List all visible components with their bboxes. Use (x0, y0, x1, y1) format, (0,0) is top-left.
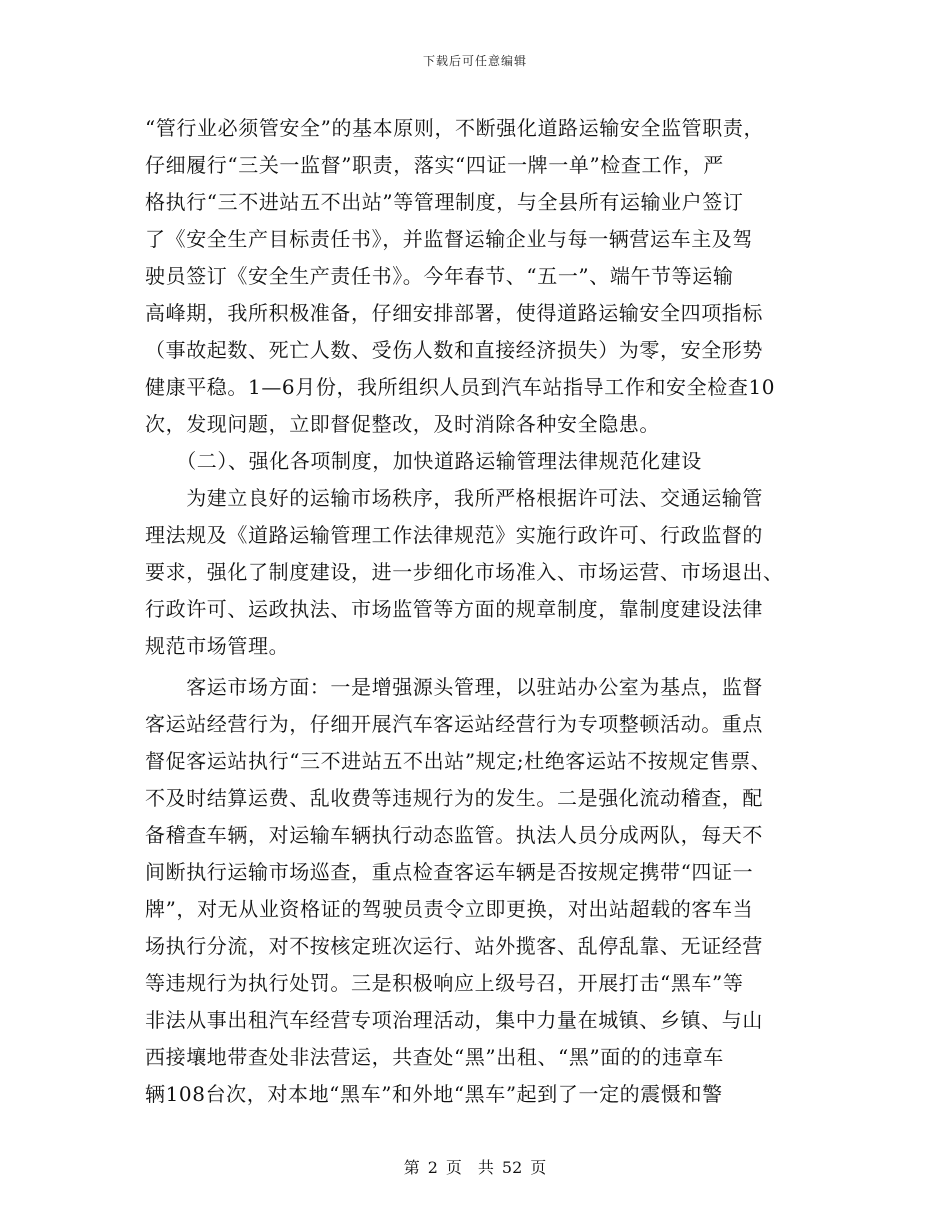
text-line: 规范市场管理。 (145, 634, 290, 658)
text-line: 仔细履行“三关一监督”职责，落实“四证一牌一单”检查工作，严 (145, 153, 724, 177)
text-line: 高峰期，我所积极准备，仔细安排部署，使得道路运输安全四项指标 (145, 301, 763, 325)
text-line: 场执行分流，对不按核定班次运行、站外揽客、乱停乱靠、无证经营 (145, 934, 763, 958)
text-line: 次，发现问题，立即督促整改，及时消除各种安全隐患。 (145, 412, 660, 436)
text-line: 理法规及《道路运输管理工作法律规范》实施行政许可、行政监督的 (145, 523, 763, 547)
text-line: 健康平稳。1—6月份，我所组织人员到汽车站指导工作和安全检查10 (145, 375, 776, 399)
total-pages: 52 (501, 1158, 523, 1177)
text-line: 备稽查车辆，对运输车辆执行动态监管。执法人员分成两队，每天不 (145, 823, 763, 847)
text-line: 行政许可、运政执法、市场监管等方面的规章制度，靠制度建设法律 (145, 597, 763, 621)
section-heading: （二）、强化各项制度，加快道路运输管理法律规范化建设 (145, 449, 702, 473)
page-number: 2 (427, 1158, 438, 1177)
footer-middle: 页 共 (445, 1158, 494, 1177)
footer-prefix: 第 (403, 1158, 420, 1177)
page-footer (0, 1155, 950, 1178)
text-line: 不及时结算运费、乱收费等违规行为的发生。二是强化流动稽查，配 (145, 786, 763, 810)
text-line: 间断执行运输市场巡查，重点检查客运车辆是否按规定携带“四证一 (145, 860, 754, 884)
text-line: 等违规行为执行处罚。三是积极响应上级号召，开展打击“黑车”等 (145, 971, 744, 995)
text-line: 客运市场方面：一是增强源头管理，以驻站办公室为基点，监督 (145, 675, 763, 699)
text-line: （事故起数、死亡人数、受伤人数和直接经济损失）为零，安全形势 (145, 338, 763, 362)
document-body (145, 110, 825, 1113)
footer-suffix: 页 (530, 1158, 547, 1177)
page-header: 下载后可任意编辑 (422, 54, 527, 68)
text-line: “管行业必须管安全”的基本原则，不断强化道路运输安全监管职责， (145, 116, 765, 140)
text-line: 驶员签订《安全生产责任书》。今年春节、“五一”、端午节等运输 (145, 264, 734, 288)
text-line: 为建立良好的运输市场秩序，我所严格根据许可法、交通运输管 (145, 486, 763, 510)
text-line: 督促客运站执行“三不进站五不出站”规定;杜绝客运站不按规定售票、 (145, 749, 772, 773)
text-line: 客运站经营行为，仔细开展汽车客运站经营行为专项整顿活动。重点 (145, 712, 763, 736)
text-line: 辆108台次，对本地“黑车”和外地“黑车”起到了一定的震慑和警 (145, 1082, 723, 1106)
text-line: 西接壤地带查处非法营运，共查处“黑”出租、“黑”面的的违章车 (145, 1045, 724, 1069)
text-line: 要求，强化了制度建设，进一步细化市场准入、市场运营、市场退出、 (145, 560, 784, 584)
text-line: 格执行“三不进站五不出站”等管理制度，与全县所有运输业户签订 (145, 190, 744, 214)
text-line: 非法从事出租汽车经营专项治理活动，集中力量在城镇、乡镇、与山 (145, 1008, 763, 1032)
text-line: 牌”，对无从业资格证的驾驶员责令立即更换，对出站超载的客车当 (145, 897, 754, 921)
text-line: 了《安全生产目标责任书》，并监督运输企业与每一辆营运车主及驾 (145, 227, 753, 251)
